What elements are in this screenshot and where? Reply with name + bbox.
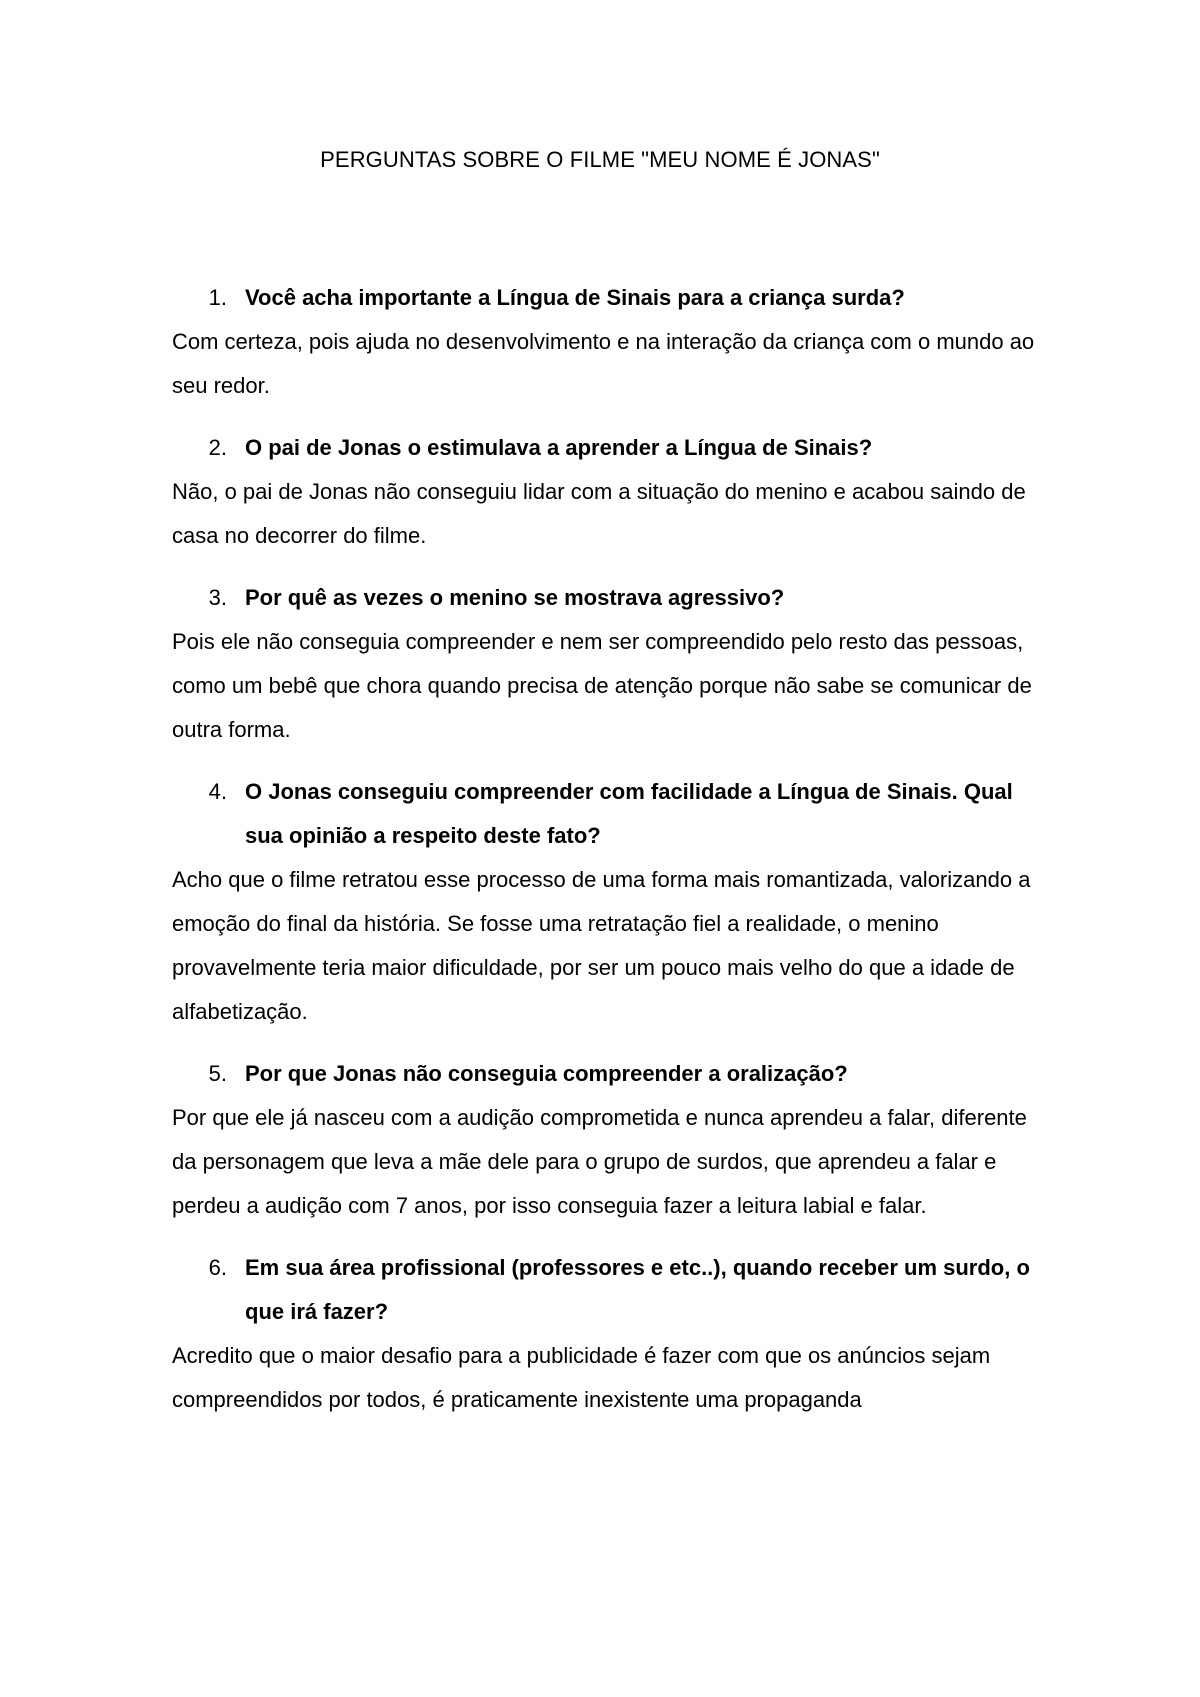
question-number: 6. (208, 1255, 227, 1280)
question-text: Por que Jonas não conseguia compreender a oralização? (245, 1061, 848, 1086)
question-number: 5. (208, 1061, 227, 1086)
answer-5: Por que ele já nasceu com a audição comprometida e nunca aprendeu a falar, diferente da personagem que leva a mãe dele para o grupo de surdos, que aprendeu a falar e perdeu a audição com 7 anos, por isso conseguia fazer a leitura labial e falar. (172, 1105, 1027, 1218)
question-number: 1. (208, 285, 227, 310)
question-item-2 (172, 426, 1042, 558)
question-text: O Jonas conseguiu compreender com facilidade a Língua de Sinais. Qual sua opinião a respeito deste fato? (245, 779, 1013, 848)
question-6 (172, 1246, 1042, 1334)
question-number: 2. (208, 435, 227, 460)
answer-2: Não, o pai de Jonas não conseguiu lidar com a situação do menino e acabou saindo de casa no decorrer do filme. (172, 479, 1026, 548)
question-text: O pai de Jonas o estimulava a aprender a Língua de Sinais? (245, 435, 873, 460)
question-text: Por quê as vezes o menino se mostrava agressivo? (245, 585, 785, 610)
question-3 (172, 576, 1042, 620)
question-4 (172, 770, 1042, 858)
question-number: 3. (208, 585, 227, 610)
answer-6: Acredito que o maior desafio para a publicidade é fazer com que os anúncios sejam compreendidos por todos, é praticamente inexistente uma propaganda (172, 1343, 991, 1412)
question-item-3 (172, 576, 1042, 752)
question-5 (172, 1052, 1042, 1096)
question-item-1 (172, 276, 1042, 408)
question-text: Você acha importante a Língua de Sinais para a criança surda? (245, 285, 905, 310)
question-text: Em sua área profissional (professores e etc..), quando receber um surdo, o que irá fazer? (245, 1255, 1030, 1324)
page-title: PERGUNTAS SOBRE O FILME "MEU NOME É JONAS" (320, 147, 880, 172)
answer-1: Com certeza, pois ajuda no desenvolvimento e na interação da criança com o mundo ao seu redor. (172, 329, 1035, 398)
question-list (172, 276, 1042, 1440)
question-1 (172, 276, 1042, 320)
question-2 (172, 426, 1042, 470)
answer-4: Acho que o filme retratou esse processo de uma forma mais romantizada, valorizando a emoção do final da história. Se fosse uma retratação fiel a realidade, o menino provavelmente teria maior dificuldade, por ser um pouco mais velho do que a idade de alfabetização. (172, 867, 1031, 1024)
question-item-5 (172, 1052, 1042, 1228)
question-number: 4. (208, 779, 227, 804)
question-item-4 (172, 770, 1042, 1034)
question-item-6 (172, 1246, 1042, 1422)
answer-3: Pois ele não conseguia compreender e nem ser compreendido pelo resto das pessoas, como um bebê que chora quando precisa de atenção porque não sabe se comunicar de outra forma. (172, 629, 1032, 742)
